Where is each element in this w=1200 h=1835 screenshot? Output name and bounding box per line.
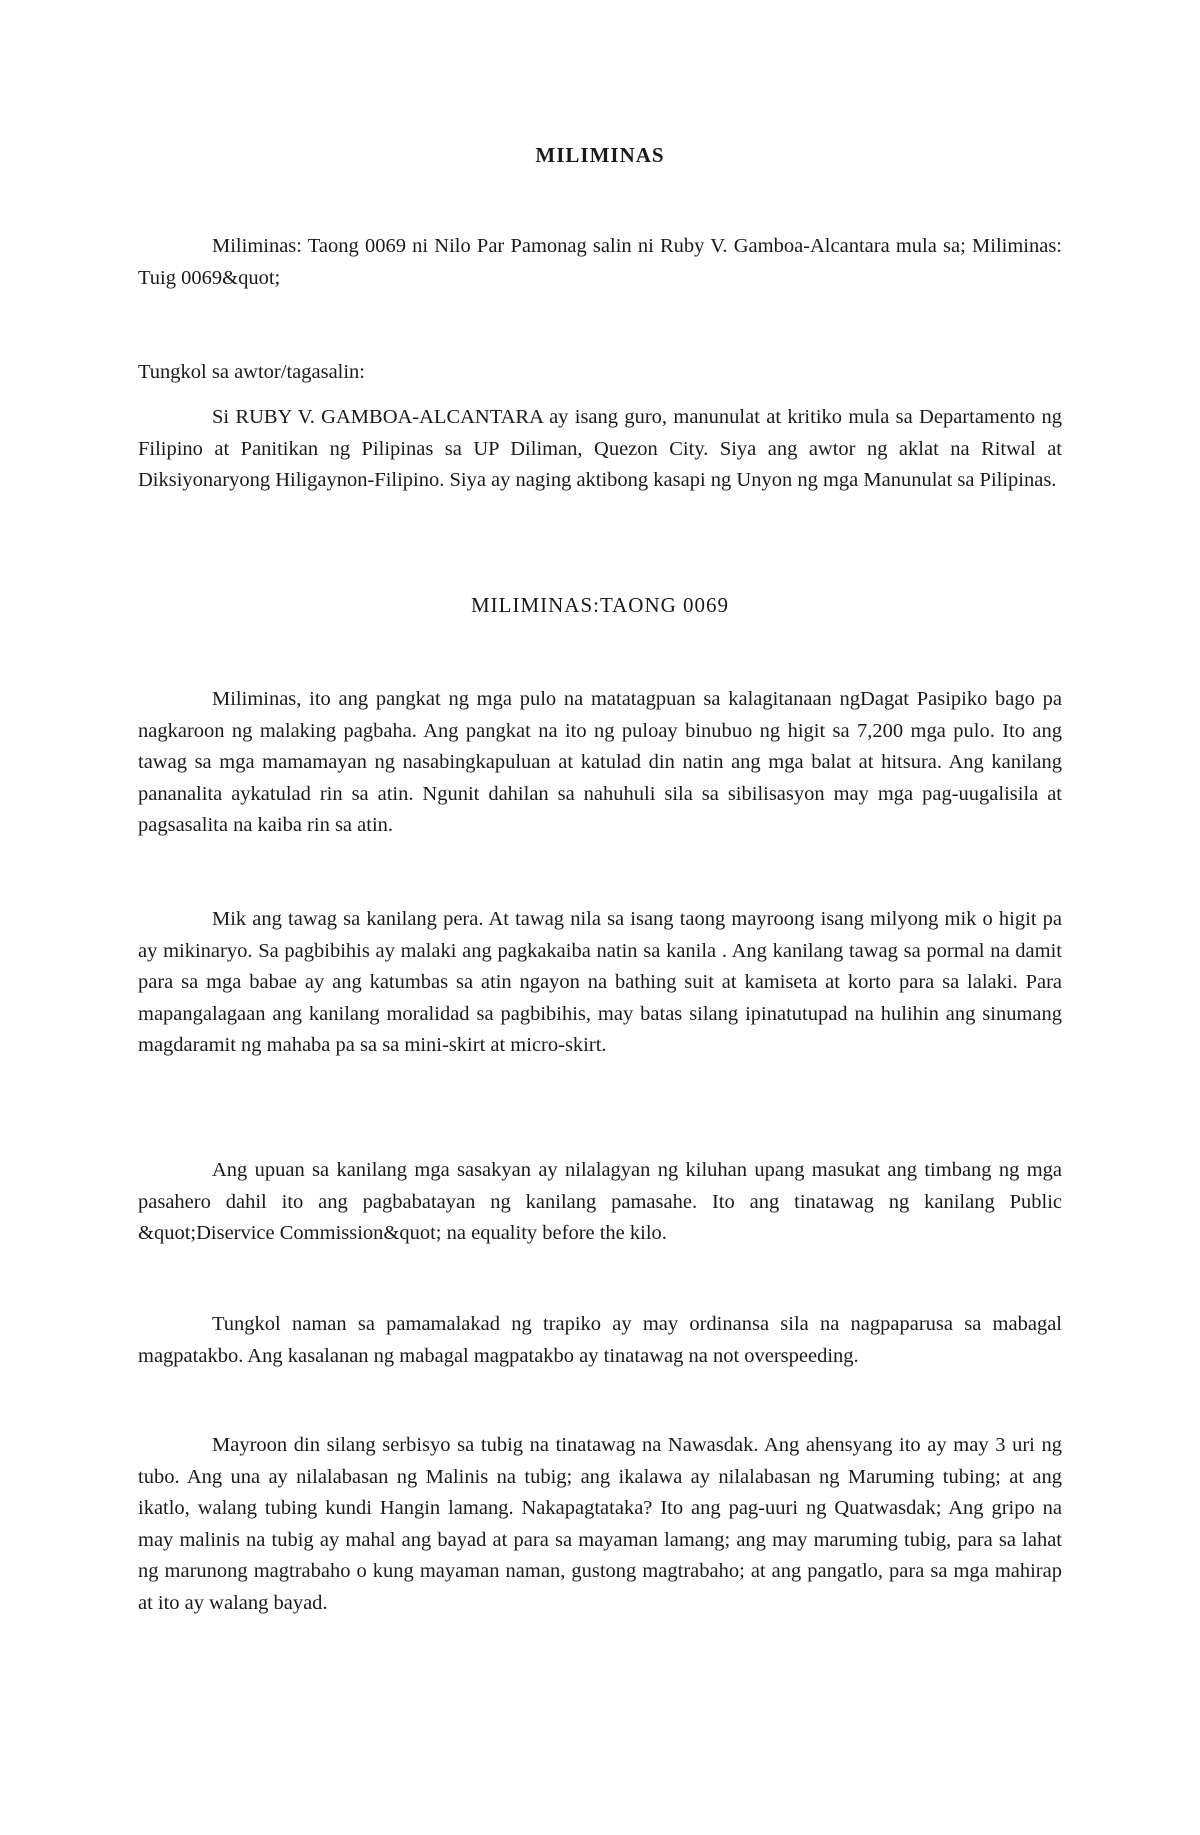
about-paragraph: Si RUBY V. GAMBOA-ALCANTARA ay isang guro, manunulat at kritiko mula sa Departamento ng Filipino at Panitikan ng Pilipinas sa UP Diliman, Quezon City. Siya ang awtor ng aklat na Ritwal at Diksiyonaryong Hiligaynon-Filipino. Siya ay naging aktibong kasapi ng Unyon ng mga Manunulat sa Pilipinas. (138, 406, 1062, 491)
body-paragraph-3: Ang upuan sa kanilang mga sasakyan ay nilalagyan ng kiluhan upang masukat ang timbang ng mga pasahero dahil ito ang pagbabatayan ng kanilang pamasahe. Ito ang tinatawag ng kanilang Public &quot;Diservice Commission&quot; na equality before the kilo. (138, 1159, 1062, 1244)
intro-paragraph: Miliminas: Taong 0069 ni Nilo Par Pamonag salin ni Ruby V. Gamboa-Alcantara mula sa; Miliminas: Tuig 0069&quot; (138, 235, 1062, 289)
body-paragraph-1: Miliminas, ito ang pangkat ng mga pulo na matatagpuan sa kalagitanaan ngDagat Pasipiko bago pa nagkaroon ng malaking pagbaha. Ang pangkat na ito ng puloay binubuo ng higit sa 7,200 mga pulo. Ito ang tawag sa mga mamamayan ng nasabingkapuluan at katulad din natin ang mga balat at hitsura. Ang kanilang pananalita aykatulad rin sa atin. Ngunit dahilan sa nahuhuli sila sa sibilisasyon may mga pag-uugalisila at pagsasalita na kaiba rin sa atin. (138, 688, 1062, 836)
body-paragraph-4: Tungkol naman sa pamamalakad ng trapiko ay may ordinansa sila na nagpaparusa sa mabagal magpatakbo. Ang kasalanan ng mabagal magpatakbo ay tinatawag na not overspeeding. (138, 1313, 1062, 1367)
section-title: MILIMINAS:TAONG 0069 (470, 593, 730, 617)
about-heading: Tungkol sa awtor/tagasalin: (138, 361, 366, 383)
body-paragraph-2: Mik ang tawag sa kanilang pera. At tawag nila sa isang taong mayroong isang milyong mik o higit pa ay mikinaryo. Sa pagbibihis ay malaki ang pagkakaiba natin sa kanila . Ang kanilang tawag sa pormal na damit para sa mga babae ay ang katumbas sa atin ngayon na bathing suit at kamiseta at korto para sa lalaki. Para mapangalagaan ang kanilang moralidad sa pagbibihis, may batas silang ipinatutupad na hulihin ang sinumang magdaramit ng mahaba pa sa sa mini-skirt at micro-skirt. (138, 908, 1062, 1056)
body-paragraph-5: Mayroon din silang serbisyo sa tubig na tinatawag na Nawasdak. Ang ahensyang ito ay may 3 uri ng tubo. Ang una ay nilalabasan ng Malinis na tubig; ang ikalawa ay nilalabasan ng Maruming tubing; at ang ikatlo, walang tubing kundi Hangin lamang. Nakapagtataka? Ito ang pag-uuri ng Quatwasdak; Ang gripo na may malinis na tubig ay mahal ang bayad at para sa mayaman lamang; ang may maruming tubig, para sa lahat ng marunong magtrabaho o kung mayaman naman, gustong magtrabaho; at ang pangatlo, para sa mga mahirap at ito ay walang bayad. (138, 1434, 1062, 1614)
document-title: MILIMINAS (535, 143, 665, 167)
